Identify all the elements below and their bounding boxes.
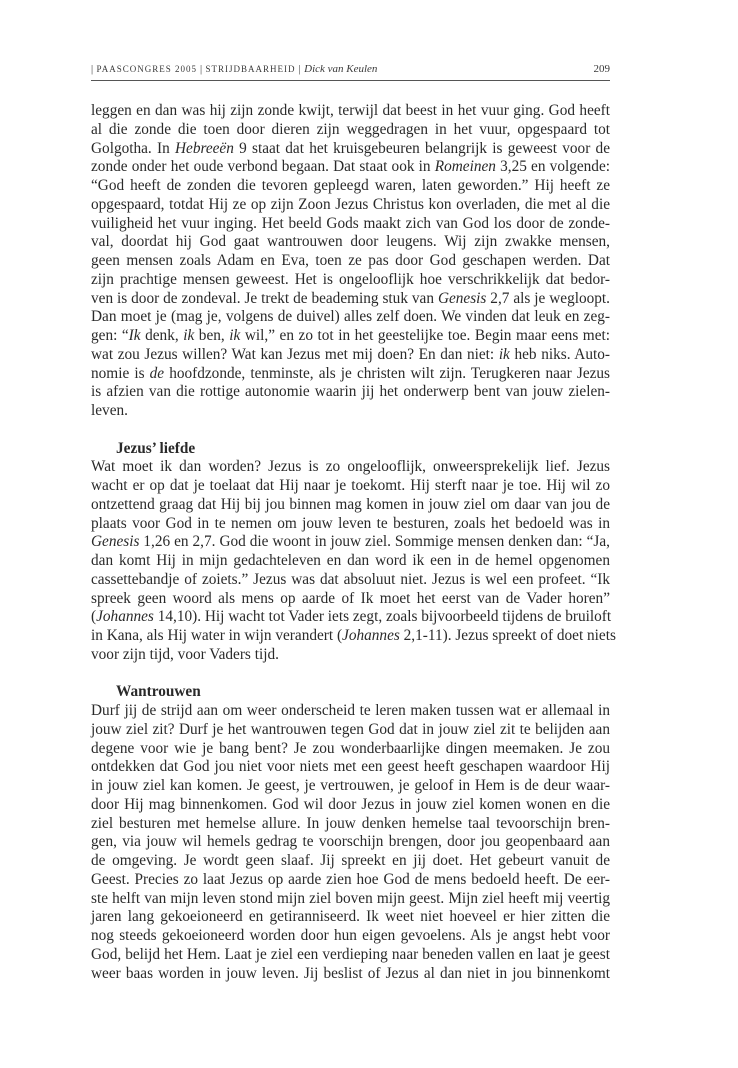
header-separator: | (196, 64, 206, 75)
italic-reference: de (149, 364, 165, 382)
text-line: Geest. Precies zo laat Jezus op aarde zien hoe God de mens bedoeld heeft. De eer- (91, 870, 610, 888)
text-line: cassettebandje of zoiets.” Jezus was dat absoluut niet. Jezus is wel een profeet. “Ik (91, 570, 610, 588)
paragraph-gap (91, 421, 610, 440)
text-line: wat zou Jezus willen? Wat kan Jezus met mij doen? En dan niet: ik heb niks. Auto- (91, 345, 610, 363)
text-line: degene voor wie je bang bent? Je zou wonderbaarlijke dingen meemaken. Je zou (91, 739, 610, 757)
section-heading: Jezus’ liefde (116, 439, 196, 457)
text-line: leggen en dan was hij zijn zonde kwijt, terwijl dat beest in het vuur ging. God heeft (91, 102, 610, 119)
text-line: “God heeft de zonden die tevoren gepleegd waren, laten geworden.” Hij heeft ze (91, 177, 610, 194)
text-line: zijn prachtige mensen geweest. Het is ongelooflijk hoe verschrikkelijk dat bedor- (91, 270, 610, 288)
text-line: in jouw ziel kan komen. Je geest, je vertrouwen, je geloof in Hem is de deur waar- (91, 777, 610, 794)
text-line: Durf jij de strijd aan om weer onderscheid te leren maken tussen wat er allemaal in (91, 702, 610, 719)
text-line: in Kana, als Hij water in wijn verandert (Johannes 2,1-11). Jezus spreekt of doet niets (91, 627, 616, 644)
text-line: nomie is de hoofdzonde, tenminste, als je christen wilt zijn. Terugkeren naar Jezus (91, 364, 610, 382)
text-line: gen, via jouw wil hemels gedrag te voorschijn brengen, door jou geopenbaard aan (91, 833, 610, 851)
text-line: leven. (91, 402, 128, 419)
header-series: PAASCONGRES 2005 (96, 64, 197, 74)
text-line: geen mensen zoals Adam en Eva, toen ze pas door God geschapen werden. Dat (91, 252, 610, 269)
text-line: jaren lang gekoeioneerd en getiranniseerd. Ik weet niet hoeveel er hier zitten die (91, 908, 610, 926)
paragraph (91, 102, 610, 421)
text-line: is afzien van die rottige autonomie waarin jij het onderwerp bent van jouw zielen- (91, 383, 610, 401)
text-line: al die zonde die toen door dieren zijn weggedragen in het vuur, opgespaard tot (91, 120, 610, 138)
text-line: gen: “Ik denk, ik ben, ik wil,” en zo tot in het geestelijke toe. Begin maar eens met: (91, 327, 610, 344)
header-separator: | (295, 64, 305, 75)
text-line: ste helft van mijn leven stond mijn ziel boven mijn geest. Mijn ziel heeft mij veertig (91, 889, 610, 907)
text-line: nog steeds gekoeioneerd worden door hun eigen gevoelens. Als je angst hebt voor (91, 927, 610, 944)
text-line: Genesis 1,26 en 2,7. God die woont in jouw ziel. Sommige mensen denken dan: “Ja, (91, 533, 610, 551)
text-line: Golgotha. In Hebreeën 9 staat dat het kruisgebeuren belangrijk is geweest voor de (91, 139, 610, 157)
header-separator: | (91, 64, 97, 75)
paragraph (91, 702, 610, 983)
paragraph (91, 458, 616, 664)
text-line: ontdekken dat God jou niet voor niets met een geest heeft geschapen waardoor Hij (91, 758, 610, 776)
header-rule (91, 80, 610, 81)
section-heading: Wantrouwen (116, 683, 201, 701)
text-line: de omgeving. Je wordt geen slaaf. Jij spreekt en jij doet. Het gebeurt vanuit de (91, 852, 610, 869)
text-line: val, doordat hij God gaat wantrouwen door leugens. Wij zijn zwakke mensen, (91, 233, 610, 251)
italic-reference: Genesis (437, 289, 487, 307)
italic-reference: ik (183, 327, 195, 344)
text-line: jouw ziel zit? Durf je het wantrouwen tegen God dat in jouw ziel zit te belijden aan (91, 720, 610, 738)
text-line: vuiligheid het vuur inging. Het beeld Gods maakt zich van God los door de zonde- (91, 214, 610, 232)
italic-reference: Romeinen (434, 158, 496, 176)
running-head (91, 63, 610, 79)
header-author: Dick van Keulen (304, 63, 378, 75)
italic-reference: Johannes (96, 608, 154, 626)
text-line: God, belijd het Hem. Laat je ziel een verdieping naar beneden vallen en laat je geest (91, 945, 610, 963)
text-line: zonde onder het oude verbond begaan. Dat staat ook in Romeinen 3,25 en volgende: (91, 158, 610, 176)
text-line: ven is door de zondeval. Je trekt de beademing stuk van Genesis 2,7 als je wegloopt. (91, 289, 610, 307)
italic-reference: Ik (128, 327, 141, 344)
page-number: 209 (593, 63, 610, 75)
italic-reference: Johannes (342, 627, 400, 644)
paragraph-gap (91, 665, 610, 684)
text-line: Dan moet je (mag je, volgens de duivel) alles zelf doen. We vinden dat leuk en zeg- (91, 308, 610, 326)
text-line: wacht er op dat je toelaat dat Hij naar je toekomt. Hij sterft naar je toe. Hij wil zo (91, 477, 610, 494)
text-line: voor zijn tijd, voor Vaders tijd. (91, 645, 279, 663)
text-line: (Johannes 14,10). Hij wacht tot Vader iets zegt, zoals bijvoorbeeld tijdens de bruiloft (91, 608, 612, 626)
text-line: opgespaard, totdat Hij ze op zijn Zoon Jezus Christus kon overladen, die met al die (91, 195, 610, 213)
text-line: ontzettend graag dat Hij bij jou binnen mag komen in jouw ziel om daar van jou de (91, 495, 610, 513)
italic-reference: Genesis (91, 533, 140, 551)
text-line: plaats voor God in te nemen om jouw leven te besturen, zoals het bedoeld was in (91, 514, 610, 532)
text-line: spreek geen woord als mens op aarde of Ik moet het eerst van de Vader horen” (91, 589, 610, 607)
header-section: STRIJDBAARHEID (205, 64, 296, 74)
text-line: door Hij mag binnenkomen. God wil door Jezus in jouw ziel komen wonen en die (91, 795, 610, 813)
text-line: dan komt Hij in mijn gedachteleven en dan word ik een in de hemel opgenomen (91, 552, 610, 569)
body-text (91, 102, 616, 983)
italic-reference: ik (229, 327, 241, 344)
italic-reference: Hebreeën (174, 139, 234, 157)
text-line: ziel besturen met hemelse allure. In jouw denken hemelse taal tevoorschijn bren- (91, 814, 610, 832)
italic-reference: ik (498, 345, 510, 363)
text-line: Wat moet ik dan worden? Jezus is zo ongelooflijk, onweersprekelijk lief. Jezus (91, 458, 610, 476)
text-line: weer baas worden in jouw leven. Jij beslist of Jezus al dan niet in jou binnenkomt (91, 964, 610, 982)
